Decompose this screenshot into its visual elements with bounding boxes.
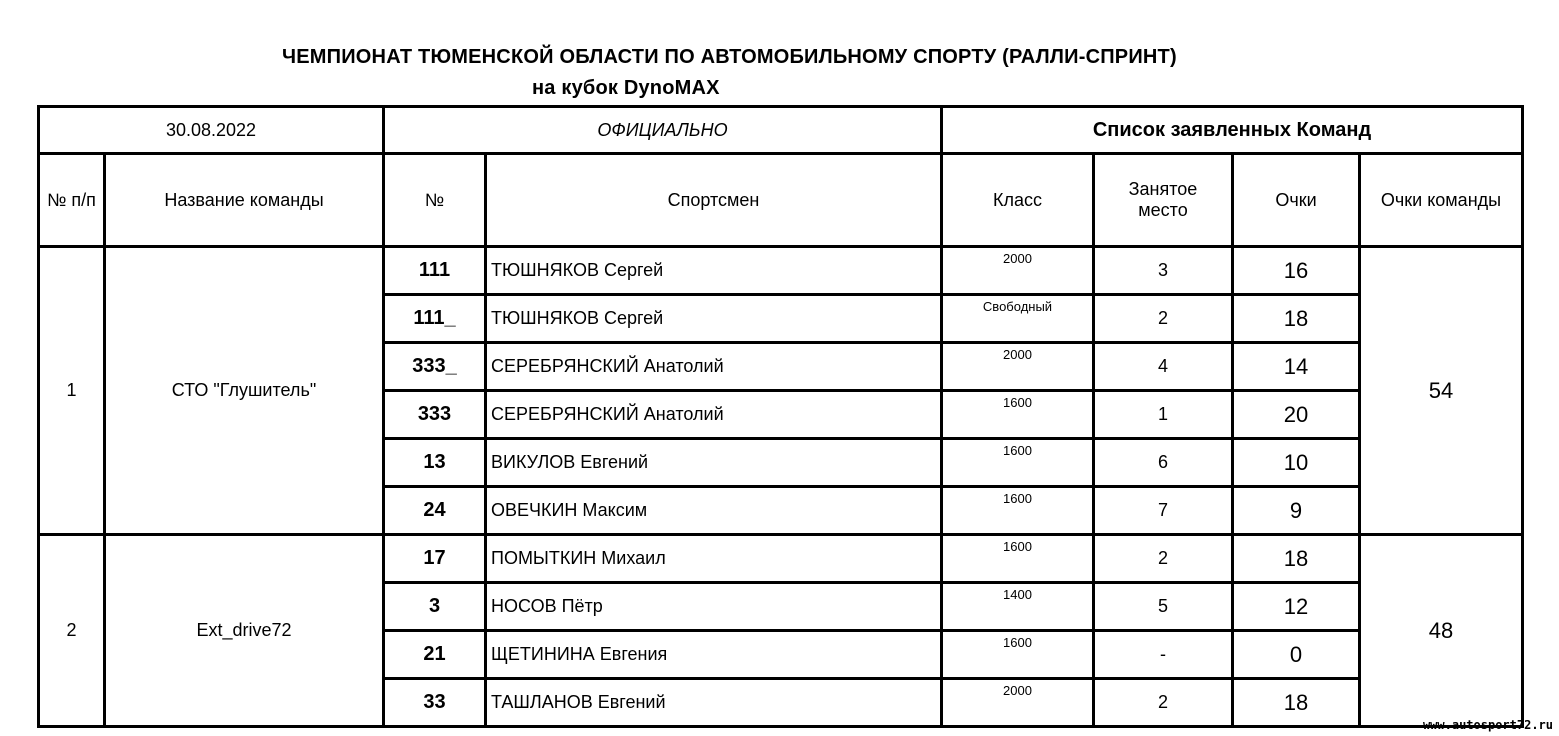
car-class: 1600 (942, 631, 1094, 679)
athlete-name: ПОМЫТКИН Михаил (486, 535, 942, 583)
car-number: 33 (384, 679, 486, 727)
car-class: 2000 (942, 679, 1094, 727)
car-number: 21 (384, 631, 486, 679)
athlete-name: СЕРЕБРЯНСКИЙ Анатолий (486, 391, 942, 439)
col-team-points-header: Очки команды (1360, 154, 1523, 247)
points: 9 (1233, 487, 1360, 535)
place: - (1094, 631, 1233, 679)
points: 20 (1233, 391, 1360, 439)
col-place-header-line2: место (1138, 200, 1188, 220)
col-num-header: № п/п (39, 154, 105, 247)
date-cell: 30.08.2022 (39, 107, 384, 154)
car-class: 1600 (942, 487, 1094, 535)
doc-title-cell: Список заявленных Команд (942, 107, 1523, 154)
points: 18 (1233, 295, 1360, 343)
car-number: 111_ (384, 295, 486, 343)
points: 10 (1233, 439, 1360, 487)
place: 2 (1094, 535, 1233, 583)
team-name: СТО "Глушитель" (105, 247, 384, 535)
points: 0 (1233, 631, 1360, 679)
athlete-name: СЕРЕБРЯНСКИЙ Анатолий (486, 343, 942, 391)
car-number: 333_ (384, 343, 486, 391)
car-number: 111 (384, 247, 486, 295)
athlete-name: ВИКУЛОВ Евгений (486, 439, 942, 487)
place: 7 (1094, 487, 1233, 535)
points: 18 (1233, 679, 1360, 727)
team-number: 2 (39, 535, 105, 727)
teams-table (37, 105, 1524, 728)
team-points: 48 (1360, 535, 1523, 727)
athlete-name: ЩЕТИНИНА Евгения (486, 631, 942, 679)
column-header-row (39, 154, 1523, 247)
title-line1: ЧЕМПИОНАТ ТЮМЕНСКОЙ ОБЛАСТИ ПО АВТОМОБИЛЬНОМУ СПОРТУ (РАЛЛИ-СПРИНТ) (282, 46, 1177, 68)
car-class: Свободный (942, 295, 1094, 343)
points: 18 (1233, 535, 1360, 583)
table-row (39, 247, 1523, 295)
col-place-header-line1: Занятое (1128, 179, 1198, 199)
place: 2 (1094, 295, 1233, 343)
athlete-name: ТЮШНЯКОВ Сергей (486, 247, 942, 295)
col-no-header: № (384, 154, 486, 247)
place: 3 (1094, 247, 1233, 295)
athlete-name: НОСОВ Пётр (486, 583, 942, 631)
col-athlete-header: Спортсмен (486, 154, 942, 247)
car-class: 1400 (942, 583, 1094, 631)
place: 5 (1094, 583, 1233, 631)
car-class: 1600 (942, 439, 1094, 487)
place: 4 (1094, 343, 1233, 391)
col-place-header (1094, 154, 1233, 247)
points: 12 (1233, 583, 1360, 631)
place: 6 (1094, 439, 1233, 487)
points: 16 (1233, 247, 1360, 295)
car-number: 17 (384, 535, 486, 583)
title-line2: на кубок DynoMAX (532, 77, 720, 99)
athlete-name: ТАШЛАНОВ Евгений (486, 679, 942, 727)
car-class: 2000 (942, 343, 1094, 391)
car-class: 2000 (942, 247, 1094, 295)
team-points: 54 (1360, 247, 1523, 535)
status-cell: ОФИЦИАЛЬНО (384, 107, 942, 154)
table-row (39, 535, 1523, 583)
points: 14 (1233, 343, 1360, 391)
athlete-name: ТЮШНЯКОВ Сергей (486, 295, 942, 343)
watermark: www.autosport72.ru (1422, 718, 1553, 732)
team-number: 1 (39, 247, 105, 535)
car-number: 24 (384, 487, 486, 535)
athlete-name: ОВЕЧКИН Максим (486, 487, 942, 535)
place: 2 (1094, 679, 1233, 727)
car-class: 1600 (942, 535, 1094, 583)
car-number: 13 (384, 439, 486, 487)
col-team-header: Название команды (105, 154, 384, 247)
car-number: 333 (384, 391, 486, 439)
place: 1 (1094, 391, 1233, 439)
team-name: Ext_drive72 (105, 535, 384, 727)
col-points-header: Очки (1233, 154, 1360, 247)
car-class: 1600 (942, 391, 1094, 439)
car-number: 3 (384, 583, 486, 631)
header-row (39, 107, 1523, 154)
col-class-header: Класс (942, 154, 1094, 247)
